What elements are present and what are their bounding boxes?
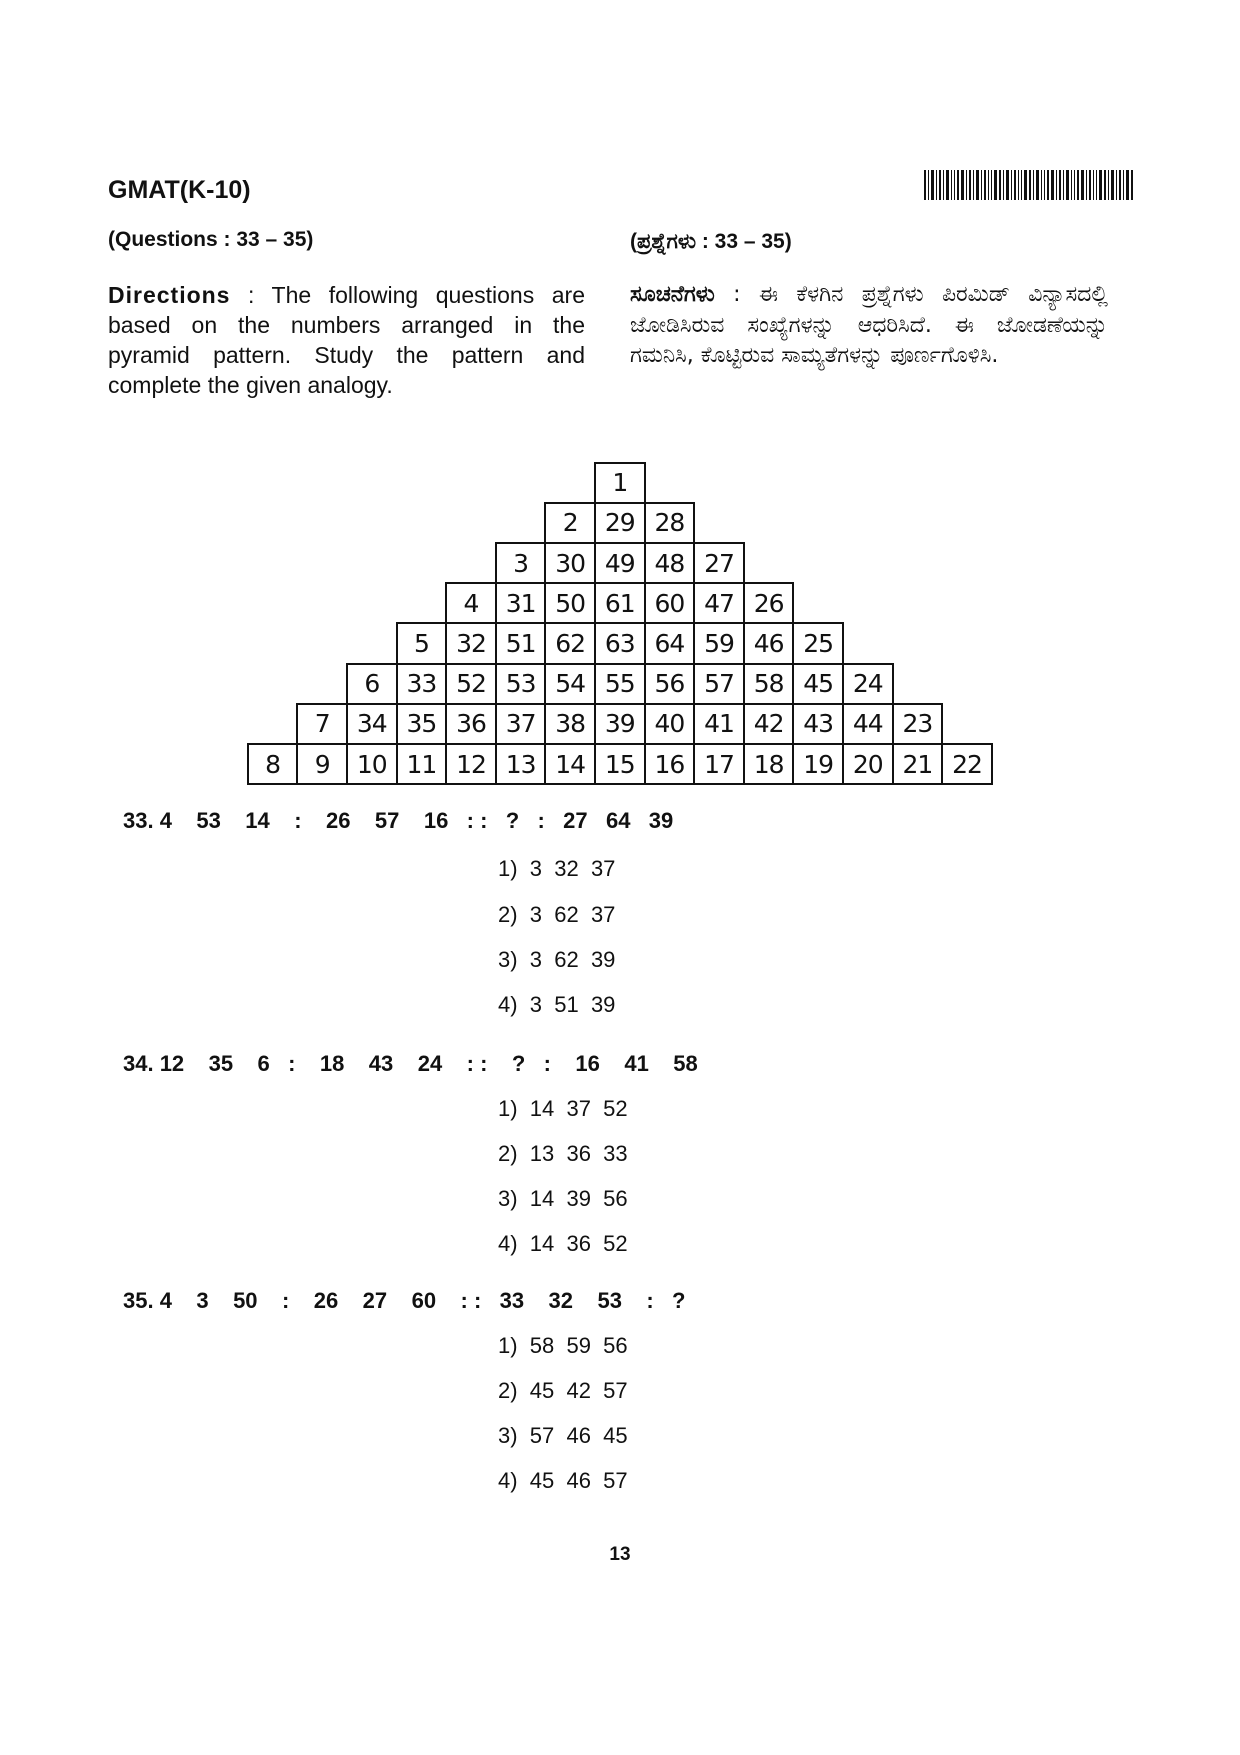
pyramid-cell: 33 [396, 663, 448, 705]
pyramid-cell: 21 [892, 743, 944, 785]
pyramid-cell: 32 [445, 622, 497, 664]
pyramid-cell: 7 [296, 703, 348, 745]
directions-text: : The following questions are based on the numbers arranged in the pyramid pattern. Study the pattern and complete the given analogy. [108, 282, 585, 398]
pyramid-cell: 42 [743, 703, 795, 745]
pyramid-cell: 43 [792, 703, 844, 745]
question-35-option-2: 2) 45 42 57 [498, 1378, 628, 1403]
pyramid-cell: 55 [594, 663, 646, 705]
pyramid-cell: 37 [495, 703, 547, 745]
pyramid-cell: 31 [495, 582, 547, 624]
questions-range-english: (Questions : 33 – 35) [108, 228, 314, 251]
pyramid-cell: 64 [644, 622, 696, 664]
pyramid-cell: 30 [544, 542, 596, 584]
pyramid-cell: 52 [445, 663, 497, 705]
pyramid-cell: 41 [693, 703, 745, 745]
pyramid-cell: 35 [396, 703, 448, 745]
pyramid-cell: 63 [594, 622, 646, 664]
pyramid-cell: 53 [495, 663, 547, 705]
pyramid-cell: 1 [594, 462, 646, 504]
pyramid-cell: 44 [842, 703, 894, 745]
pyramid-cell: 61 [594, 582, 646, 624]
paper-code: GMAT(K-10) [108, 176, 251, 204]
pyramid-cell: 13 [495, 743, 547, 785]
question-34-option-2: 2) 13 36 33 [498, 1141, 628, 1166]
question-33-option-4: 4) 3 51 39 [498, 992, 616, 1017]
pyramid-cell: 27 [693, 542, 745, 584]
pyramid-cell: 34 [346, 703, 398, 745]
question-34-option-4: 4) 14 36 52 [498, 1231, 628, 1256]
pyramid-cell: 62 [544, 622, 596, 664]
question-34-option-1: 1) 14 37 52 [498, 1096, 628, 1121]
pyramid-cell: 40 [644, 703, 696, 745]
question-34-option-3: 3) 14 39 56 [498, 1186, 628, 1211]
pyramid-cell: 47 [693, 582, 745, 624]
pyramid-cell: 16 [644, 743, 696, 785]
question-35-option-1: 1) 58 59 56 [498, 1333, 628, 1358]
pyramid-cell: 51 [495, 622, 547, 664]
pyramid-cell: 56 [644, 663, 696, 705]
pyramid-cell: 23 [892, 703, 944, 745]
pyramid-cell: 38 [544, 703, 596, 745]
question-35-option-4: 4) 45 46 57 [498, 1468, 628, 1493]
pyramid-cell: 57 [693, 663, 745, 705]
question-33-option-1: 1) 3 32 37 [498, 856, 616, 881]
pyramid-cell: 5 [396, 622, 448, 664]
pyramid-cell: 18 [743, 743, 795, 785]
pyramid-cell: 24 [842, 663, 894, 705]
pyramid-cell: 28 [644, 502, 696, 544]
page-number: 13 [609, 1544, 631, 1565]
question-33-option-3: 3) 3 62 39 [498, 947, 616, 972]
pyramid-cell: 29 [594, 502, 646, 544]
pyramid-cell: 17 [693, 743, 745, 785]
pyramid-cell: 3 [495, 542, 547, 584]
question-33-option-2: 2) 3 62 37 [498, 902, 616, 927]
question-35-option-3: 3) 57 46 45 [498, 1423, 628, 1448]
pyramid-cell: 49 [594, 542, 646, 584]
pyramid-cell: 19 [792, 743, 844, 785]
pyramid-cell: 39 [594, 703, 646, 745]
pyramid-cell: 9 [296, 743, 348, 785]
pyramid-cell: 20 [842, 743, 894, 785]
directions-english [108, 280, 585, 400]
directions-label-kannada: ಸೂಚನೆಗಳು [630, 282, 715, 307]
pyramid-cell: 8 [247, 743, 299, 785]
pyramid-cell: 54 [544, 663, 596, 705]
pyramid-cell: 22 [941, 743, 993, 785]
pyramid-cell: 14 [544, 743, 596, 785]
pyramid-cell: 36 [445, 703, 497, 745]
pyramid-cell: 58 [743, 663, 795, 705]
pyramid-cell: 10 [346, 743, 398, 785]
question-34-stem: 34. 12 35 6 : 18 43 24 : : ? : 16 41 58 [123, 1051, 698, 1076]
barcode [924, 170, 1134, 200]
number-pyramid [0, 0, 1240, 800]
pyramid-cell: 4 [445, 582, 497, 624]
pyramid-cell: 11 [396, 743, 448, 785]
pyramid-cell: 48 [644, 542, 696, 584]
questions-range-kannada: (ಪ್ರಶ್ನೆಗಳು : 33 – 35) [630, 230, 792, 253]
directions-text-kannada: : ಈ ಕೆಳಗಿನ ಪ್ರಶ್ನೆಗಳು ಪಿರಮಿಡ್ ವಿನ್ಯಾಸದಲ್ಲಿ ಜೋಡಿಸಿರುವ ಸಂಖ್ಯೆಗಳನ್ನು ಆಧರಿಸಿದೆ. ಈ ಜೋಡಣೆಯನ್ನು ಗಮನಿಸಿ, ಕೊಟ್ಟಿರುವ ಸಾಮ್ಯತೆಗಳನ್ನು ಪೂರ್ಣಗೊಳಿಸಿ. [630, 282, 1108, 368]
pyramid-cell: 45 [792, 663, 844, 705]
pyramid-cell: 26 [743, 582, 795, 624]
pyramid-cell: 15 [594, 743, 646, 785]
pyramid-cell: 59 [693, 622, 745, 664]
directions-label: Directions [108, 282, 231, 308]
pyramid-cell: 2 [544, 502, 596, 544]
pyramid-cell: 46 [743, 622, 795, 664]
pyramid-cell: 50 [544, 582, 596, 624]
pyramid-cell: 25 [792, 622, 844, 664]
question-33-stem: 33. 4 53 14 : 26 57 16 : : ? : 27 64 39 [123, 808, 674, 833]
pyramid-cell: 12 [445, 743, 497, 785]
question-35-stem: 35. 4 3 50 : 26 27 60 : : 33 32 53 : ? [123, 1288, 686, 1313]
pyramid-cell: 60 [644, 582, 696, 624]
directions-kannada [630, 280, 1108, 372]
pyramid-cell: 6 [346, 663, 398, 705]
